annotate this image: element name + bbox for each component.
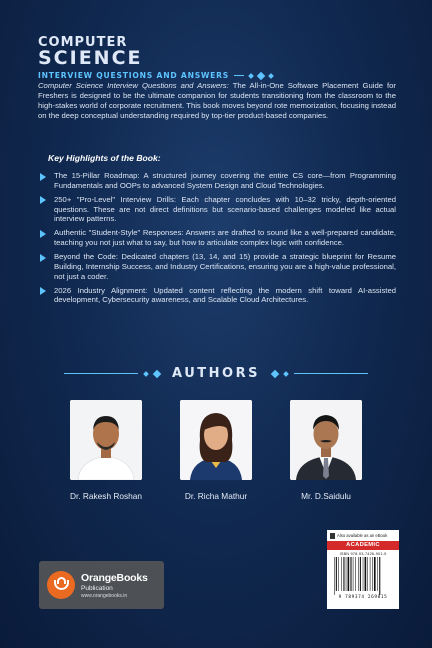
diamond-icon [143,371,149,377]
open-book-icon [47,571,75,599]
author-photo [290,400,362,480]
publisher-subtitle: Publication [81,584,113,592]
list-item [40,228,396,248]
highlight-text: 250+ "Pro-Level" Interview Drills: Each chapter concludes with 10–32 tricky, depth-oriented questions. These are not direct definitions but scenario-based challenges modeled like actual interview patterns. [54,194,396,224]
highlight-text: Beyond the Code: Dedicated chapters (13, 14, and 15) provide a strategic blueprint for Resume Building, Internship Success, and Industry Certifications, ensuring you are a high-value professional, not just a coder. [54,252,396,281]
author-card [70,400,142,501]
author-name: Dr. Richa Mathur [184,491,248,501]
diamond-icon [283,371,289,377]
diamond-icon [153,369,161,377]
bullet-triangle-icon [40,254,46,262]
ebook-icon [330,533,335,539]
bullet-triangle-icon [40,230,46,238]
list-item [40,252,396,282]
title-line-1: COMPUTER [38,35,128,50]
highlight-text: 2026 Industry Alignment: Updated content reflecting the modern shift toward AI-assisted development, Cybersecurity awareness, and Scalable Cloud Architectures. [54,285,396,305]
author-photo [70,400,142,480]
diamond-icon [268,73,274,79]
subtitle: INTERVIEW QUESTIONS AND ANSWERS [38,71,230,80]
highlights-title: Key Highlights of the Book: [48,153,161,163]
author-name: Dr. Rakesh Roshan [70,491,142,501]
diamond-icon [248,73,254,79]
divider-line [64,373,138,374]
subtitle-row [38,71,273,80]
highlights-list [40,171,396,309]
highlight-text: The 15-Pillar Roadmap: A structured journey covering the entire CS core—from Programming Fundamentals and OOPs to advanced System Design and Cloud Technologies. [54,171,396,190]
diamond-icon [257,71,265,79]
divider-line [294,373,368,374]
ebook-note-row [327,530,399,541]
author-name: Mr. D.Saidulu [301,491,351,501]
divider-line [234,75,244,76]
list-item [40,286,396,306]
author-card [180,400,252,501]
avatar [70,400,142,480]
authors-title: AUTHORS [172,366,260,381]
category-badge: ACADEMIC [327,541,399,550]
list-item [40,171,396,191]
author-photo [180,400,252,480]
diamond-icon [271,369,279,377]
isbn-label: ISBN 978-93-7426-901-5 [339,552,387,556]
cover-header [38,36,273,80]
publisher-name: OrangeBooks [81,571,148,584]
avatar [180,400,252,480]
intro-book-title: Computer Science Interview Questions and Answers: [38,81,229,90]
intro-text: The All-in-One Software Placement Guide for Freshers is designed to be the ultimate companion for students transitioning from the classroom to the high-stakes world of corporate recruitment. This book moves beyond rote memorization, focusing instead on the deep conceptual understanding required by top-tier product-based companies. [38,81,396,120]
barcode-number: 9 789374 269015 [338,595,388,600]
barcode [333,557,393,595]
ebook-note: Also available as an eBook [337,533,388,538]
publisher-logo [39,561,164,609]
bullet-triangle-icon [40,173,46,181]
avatar [290,400,362,480]
barcode-panel [327,530,399,609]
publisher-text [81,572,148,599]
intro-paragraph [38,81,396,120]
bullet-triangle-icon [40,196,46,204]
bullet-triangle-icon [40,287,46,295]
title-line-2: SCIENCE [38,47,143,69]
list-item [40,195,396,225]
authors-heading-row [60,366,372,381]
author-card [290,400,362,501]
highlight-text: Authentic "Student-Style" Responses: Answers are drafted to sound like a well-prepared candidate, teaching you not just what to say, but how to articulate complex logic with confidence. [54,228,396,248]
publisher-url: www.orangebooks.in [81,592,128,599]
